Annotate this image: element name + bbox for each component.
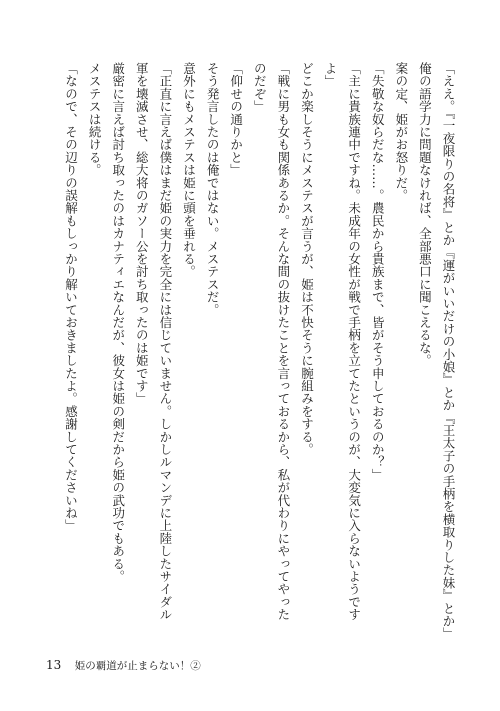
text-line: 案の定、姫がお怒りだ。 [393,62,409,202]
page-footer [46,658,201,673]
text-line: 「正直に言えば僕はまだ姫の実力を完全には信じていません。しかしルマンデに上陸したサイダル [157,62,173,621]
text-line: 厳密に言えば討ち取ったのはカナティエなんだが、彼女は姫の剣だから姫の武功でもある。 [110,62,126,583]
text-line: 意外にもメステスは姫に頭を垂れる。 [181,62,197,278]
text-line: 「失敬な奴らだな……。農民から貴族まで、皆がそう申しておるのか？」 [370,62,386,482]
text-line: 俺の語学力に問題なければ、全部悪口に聞こえるな。 [417,62,433,367]
text-line: 「仰せの通りかと」 [228,62,244,177]
book-title: 姫の覇道が止まらない！② [74,660,201,672]
text-line: 「主に貴族連中ですね。未成年の女性が戦で手柄を立てたというのが、大変気に入らないようです [346,62,362,621]
text-line: そう発言したのは俺ではない。メステスだ。 [205,62,221,316]
page-number: 13 [46,658,62,672]
text-line: 軍を壊滅させ、総大将のガソー公を討ち取ったのは姫です」 [134,62,150,405]
text-line: 「戦に男も女も関係あるか。そんな間の抜けたことを言っておるから、私が代わりにやってやった [275,62,291,621]
text-line: よ」 [323,62,339,88]
text-line: 「ええ。『一夜限りの名将』とか『運がいいだけの小娘』とか『王太子の手柄を横取りした妹』とか」 [441,62,456,640]
text-line: メステスは続ける。 [87,62,103,177]
vertical-text-body [30,62,460,662]
text-line: のだぞ」 [252,62,268,113]
text-line: どこか楽しそうにメステスが言うが、姫は不快そうに腕組みをする。 [299,62,315,456]
text-line: 「なので、その辺りの誤解もしっかり解いておきましたよ。感謝してくださいね」 [63,62,79,532]
